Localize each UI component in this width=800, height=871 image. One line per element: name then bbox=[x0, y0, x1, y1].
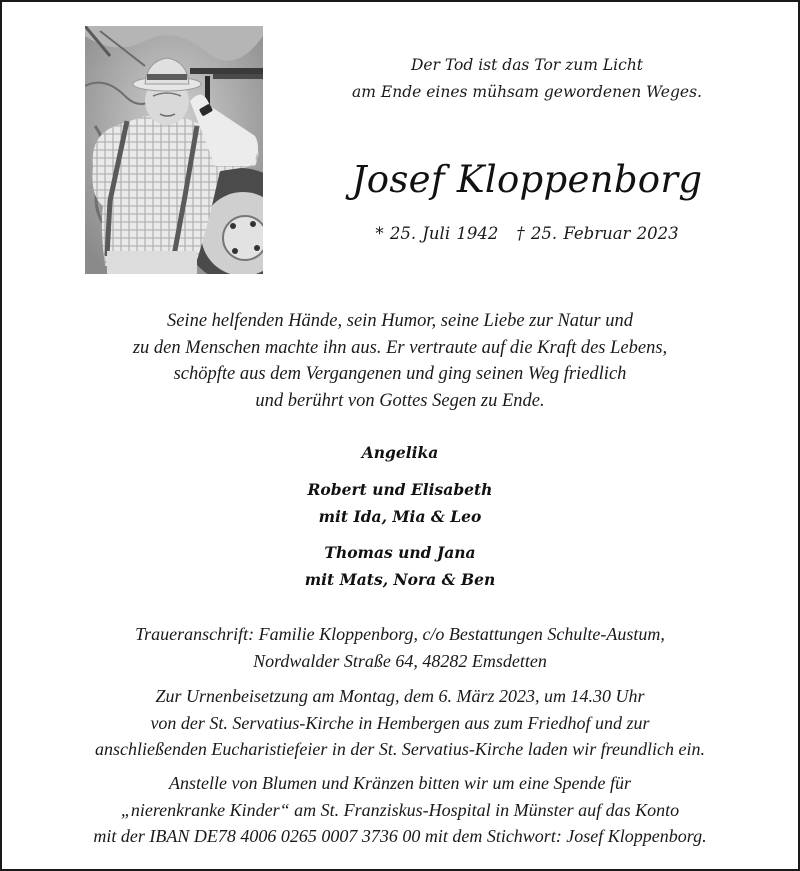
tribute-line: Seine helfenden Hände, sein Humor, seine Liebe zur Natur und bbox=[166, 311, 634, 331]
address-line: Nordwalder Straße 64, 48282 Emsdetten bbox=[253, 650, 547, 671]
mourner-line: Thomas und Jana bbox=[324, 543, 476, 562]
burial-info bbox=[2, 683, 798, 763]
mourner-group bbox=[2, 539, 798, 593]
mourning-address bbox=[2, 621, 798, 674]
burial-line: Zur Urnenbeisetzung am Montag, dem 6. März 2023, um 14.30 Uhr bbox=[155, 686, 645, 706]
tribute-line: und berührt von Gottes Segen zu Ende. bbox=[255, 390, 545, 411]
portrait-photo bbox=[85, 26, 263, 274]
tribute-line: zu den Menschen machte ihn aus. Er vertraute auf die Kraft des Lebens, bbox=[132, 337, 668, 358]
donation-line: mit der IBAN DE78 4006 0265 0007 3736 00 mit dem Stichwort: Josef Kloppenborg. bbox=[93, 826, 707, 846]
death-date: † 25. Februar 2023 bbox=[516, 224, 679, 243]
burial-line: von der St. Servatius-Kirche in Hembergen aus zum Friedhof und zur bbox=[150, 712, 650, 733]
burial-line: anschließenden Eucharistiefeier in der St. Servatius-Kirche laden wir freundlich ein. bbox=[94, 739, 706, 759]
donation-request bbox=[2, 770, 798, 850]
tribute-line: schöpfte aus dem Vergangenen und ging seinen Weg friedlich bbox=[173, 364, 627, 384]
mourner-line: Angelika bbox=[361, 443, 439, 462]
header-block bbox=[302, 52, 752, 245]
mourner-group bbox=[2, 439, 798, 466]
address-line: Traueranschrift: Familie Kloppenborg, c/o Bestattungen Schulte-Austum, bbox=[135, 624, 665, 644]
mourner-group bbox=[2, 476, 798, 530]
tribute-text bbox=[2, 308, 798, 414]
motto-line: Der Tod ist das Tor zum Licht bbox=[410, 56, 644, 74]
motto-line: am Ende eines mühsam gewordenen Weges. bbox=[352, 83, 702, 101]
mourner-line: mit Mats, Nora & Ben bbox=[304, 570, 496, 589]
portrait-image bbox=[85, 26, 263, 274]
mourner-line: Robert und Elisabeth bbox=[307, 480, 493, 499]
mourner-line: mit Ida, Mia & Leo bbox=[318, 507, 482, 526]
donation-line: „nierenkranke Kinder“ am St. Franziskus-Hospital in Münster auf das Konto bbox=[120, 799, 680, 820]
deceased-name: Josef Kloppenborg bbox=[351, 158, 703, 201]
motto-quote bbox=[302, 52, 752, 106]
donation-line: Anstelle von Blumen und Kränzen bitten wir um eine Spende für bbox=[169, 773, 631, 793]
birth-date: * 25. Juli 1942 bbox=[375, 224, 499, 243]
life-dates bbox=[302, 223, 752, 245]
